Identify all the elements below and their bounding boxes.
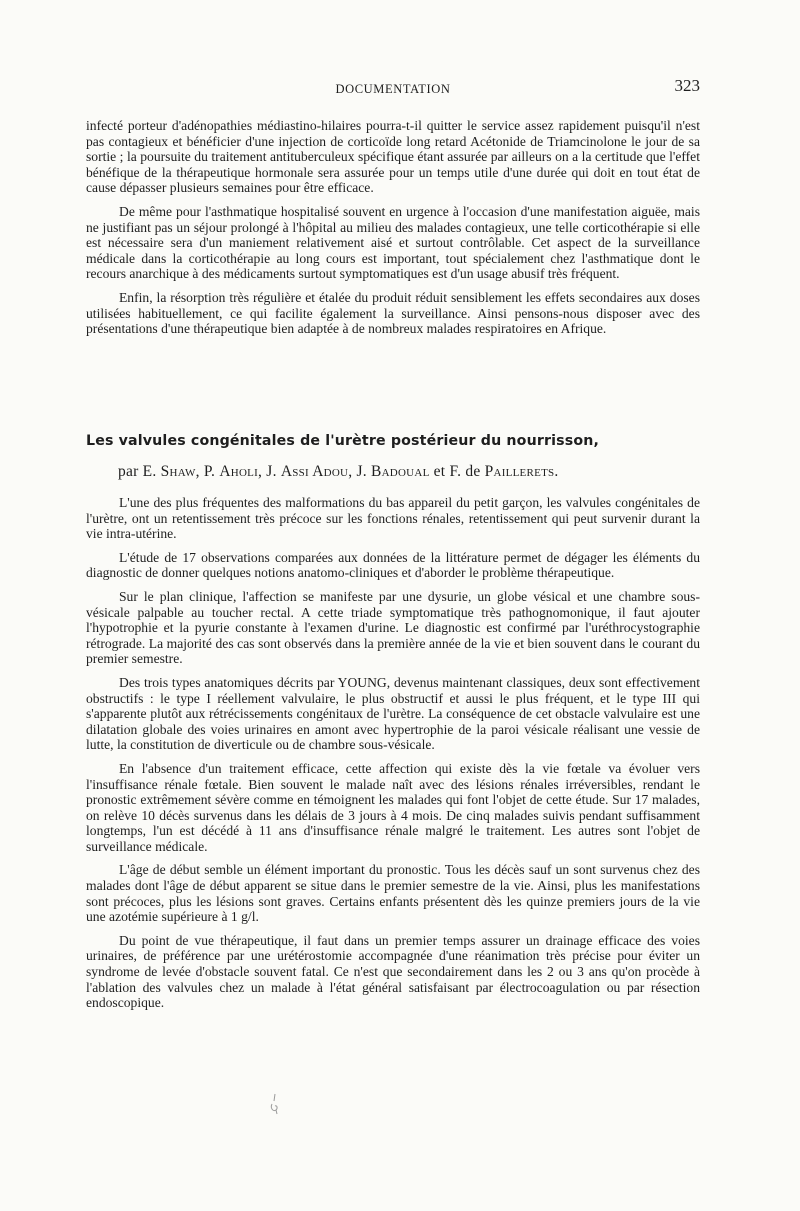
- article-title: Les valvules congénitales de l'urètre postérieur du nourrisson,: [86, 433, 600, 449]
- running-title: DOCUMENTATION: [335, 82, 451, 96]
- paragraph: Du point de vue thérapeutique, il faut dans un premier temps assurer un drainage efficace des voies urinaires, de préférence par une urétérostomie accompagnée d'une réanimation très précise pour éviter un syndrome de levée d'obstacle souvent fatal. Ce n'est que secondairement dans les 2 ou 3 ans qu'on procède à l'ablation des valvules chez un malade à l'état général satisfaisant par électrocoagulation ou par résection endoscopique.: [86, 932, 700, 1011]
- author-separator: et F. de: [429, 463, 485, 480]
- paragraph: L'une des plus fréquentes des malformations du bas appareil du petit garçon, les valvules congénitales de l'urètre, ont un retentissement très précoce sur les fonctions rénales, retentissement qui peut survenir durant la vie intra-utérine.: [86, 495, 700, 542]
- paragraph: En l'absence d'un traitement efficace, cette affection qui existe dès la vie fœtale va évoluer vers l'insuffisance rénale fœtale. Bien souvent le malade naît avec des lésions rénales irréversibles, rendant le pronostic extrêmement sévère comme en témoignent les malades qui font l'objet de cette étude. Sur 17 malades, on relève 10 décès survenus dans les délais de 3 jours à 4 mois. De cinq malades suivis pendant suffisamment longtemps, l'un est décédé à 11 ans d'insuffisance rénale malgré le traitement. Les autres sont l'objet de surveillance médicale.: [86, 760, 700, 854]
- paragraph: L'étude de 17 observations comparées aux données de la littérature permet de dégager les éléments du diagnostic de donner quelques notions anatomo-cliniques et d'aborder le problème thérapeutique.: [86, 549, 700, 581]
- author-surname: Badoual: [371, 463, 430, 480]
- author-surname: Paillerets: [484, 463, 555, 480]
- paragraph: De même pour l'asthmatique hospitalisé souvent en urgence à l'occasion d'une manifestation aiguëe, mais ne justifiant pas un séjour prolongé à l'hôpital au milieu des malades contagieux, une telle corticothérapie si elle est nécessaire sera d'un maniement relativement aisé et surtout contrôlable. Cet aspect de la surveillance médicale dans la corticothérapie au long cours est important, tout spécialement chez l'asthmatique dont le recours anarchique à des médicaments surtout symptomatiques est d'un usage abusif très fréquent.: [86, 203, 700, 282]
- author-separator: , P.: [195, 463, 220, 480]
- author-surname: Assi Adou: [280, 463, 349, 480]
- page-number: 323: [674, 76, 700, 95]
- paragraph: L'âge de début semble un élément important du pronostic. Tous les décès sauf un sont survenus chez des malades dont l'âge de début apparent se situe dans le premier semestre de la vie. Ainsi, plus les manifestations sont précoces, plus les lésions sont graves. Certains enfants présentent dès les quinze premiers jours de la vie une azotémie supérieure à 1 g/l.: [86, 862, 700, 925]
- author-surname: Aholi: [219, 463, 259, 480]
- author-separator: , J.: [348, 463, 372, 480]
- running-head: [86, 76, 700, 100]
- author-line: [118, 463, 718, 481]
- paragraph: infecté porteur d'adénopathies médiastino-hilaires pourra-t-il quitter le service assez rapidement puisqu'il n'est pas contagieux et bénéficier d'une injection de corticoïde long retard Acétonide de Triamcinolone le jour de sa sortie ; la poursuite du traitement antituberculeux spécifique étant assurée par ailleurs on a la certitude que l'effet bénéfique de la thérapeutique hormonale sera assurée pour un temps utile d'une durée qui doit en tout état de cause dépasser plusieurs semaines pour être efficace.: [86, 118, 700, 196]
- continued-text-block: [86, 118, 700, 345]
- author-separator: , J.: [258, 463, 281, 480]
- article-body: [86, 495, 700, 1019]
- ink-smudge-mark: [268, 1092, 282, 1116]
- paragraph: Enfin, la résorption très régulière et étalée du produit réduit sensiblement les effets secondaires aux doses utilisées habituellement, ce qui facilite également la surveillance. Ainsi pensons-nous disposer avec des présentations d'une thérapeutique bien adaptée à de nombreux malades respiratoires en Afrique.: [86, 289, 700, 337]
- paragraph: Des trois types anatomiques décrits par YOUNG, devenus maintenant classiques, deux sont effectivement obstructifs : le type I réellement valvulaire, le plus obstructif et aussi le plus fréquent, et le type III qui s'apparente plutôt aux rétrécissements congénitaux de l'urètre. La conséquence de cet obstacle valvulaire est une dilatation globale des voies urinaires en amont avec hypertrophie de la paroi vésicale réalisant une vessie de lutte, la constitution de diverticule ou de chambre sous-vésicale.: [86, 674, 700, 753]
- author-surname: Shaw: [160, 463, 196, 480]
- author-prefix: par E.: [118, 463, 161, 480]
- paragraph: Sur le plan clinique, l'affection se manifeste par une dysurie, un globe vésical et une chambre sous-vésicale palpable au toucher rectal. A cette triade symptomatique très pathognomonique, il faut ajouter l'hypotrophie et la pyurie constante à l'examen d'urine. Le diagnostic est confirmé par l'uréthrocystographie rétrograde. La majorité des cas sont observés dans la première année de la vie et bien souvent dans le courant du premier semestre.: [86, 588, 700, 667]
- author-separator: .: [554, 463, 559, 480]
